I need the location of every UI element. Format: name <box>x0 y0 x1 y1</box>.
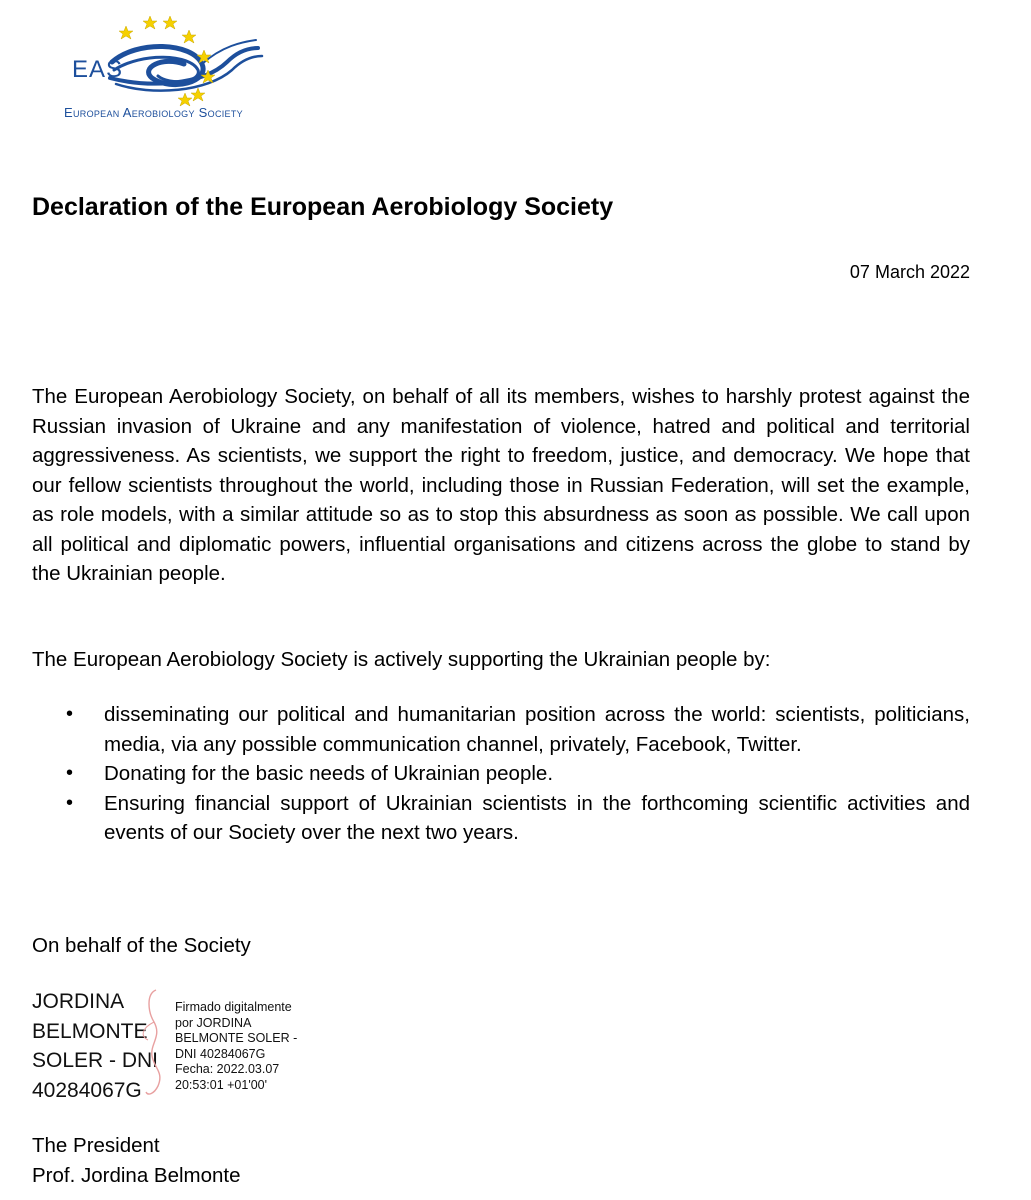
signature-name-line: BELMONTE <box>32 1019 148 1043</box>
list-item-text: Donating for the basic needs of Ukrainian people. <box>104 762 554 785</box>
signature-name-line: JORDINA <box>32 990 125 1013</box>
signatory-name: Prof. Jordina Belmonte <box>32 1163 241 1187</box>
bullet-icon: • <box>66 791 74 814</box>
signature-detail-line: 20:53:01 +01'00' <box>175 1077 268 1092</box>
list-item <box>32 789 970 848</box>
signature-detail-line: BELMONTE SOLER - <box>175 1031 298 1045</box>
support-intro-paragraph: The European Aerobiology Society is actively supporting the Ukrainian people by: <box>32 648 771 671</box>
list-item-text: Ensuring financial support of Ukrainian scientists in the forthcoming scientific activities and events of our Society over the next two years. <box>104 791 970 844</box>
signature-name-line: 40284067G <box>32 1078 142 1102</box>
bullet-icon: • <box>66 703 74 725</box>
logo-star <box>182 30 196 43</box>
logo-star <box>119 26 133 39</box>
digital-signature-details <box>175 1000 315 1093</box>
signature-name-line: SOLER - DNI <box>32 1049 159 1072</box>
signatory-block <box>32 1131 241 1190</box>
logo-society-name: European Aerobiology Society <box>64 105 243 120</box>
closing-line: On behalf of the Society <box>32 934 251 957</box>
signature-detail-line: Firmado digitalmente <box>175 1000 292 1014</box>
bullet-icon: • <box>66 762 74 784</box>
statement-paragraph: The European Aerobiology Society, on behalf of all its members, wishes to harshly protest against the Russian invasion of Ukraine and any manifestation of violence, hatred and political and territorial aggressiveness. As scientists, we support the right to freedom, justice, and democracy. We hope that our fellow scientists throughout the world, including those in Russian Federation, will set the example, as role models, with a similar attitude so as to stop this absurdness as soon as possible. We call upon all political and diplomatic powers, influential organisations and citizens across the globe to stand by the Ukrainian people. <box>32 385 970 585</box>
signature-detail-line: por JORDINA <box>175 1015 252 1030</box>
support-actions-list <box>32 700 970 848</box>
declaration-date: 07 March 2022 <box>849 262 970 282</box>
logo-abbreviation: EAS <box>72 56 124 83</box>
declaration-title: Declaration of the European Aerobiology Society <box>32 193 614 221</box>
list-item <box>32 700 970 759</box>
logo-star <box>163 16 177 29</box>
list-item <box>32 759 970 789</box>
signature-detail-line: Fecha: 2022.03.07 <box>175 1062 280 1076</box>
signatory-role: The President <box>32 1134 160 1157</box>
signature-detail-line: DNI 40284067G <box>175 1046 266 1061</box>
logo-star <box>191 88 205 101</box>
logo-star <box>143 16 157 29</box>
eas-logo <box>52 12 272 130</box>
list-item-text: disseminating our political and humanitarian position across the world: scientists, politicians, media, via any possible communication channel, privately, Facebook, Twitter. <box>104 703 970 756</box>
